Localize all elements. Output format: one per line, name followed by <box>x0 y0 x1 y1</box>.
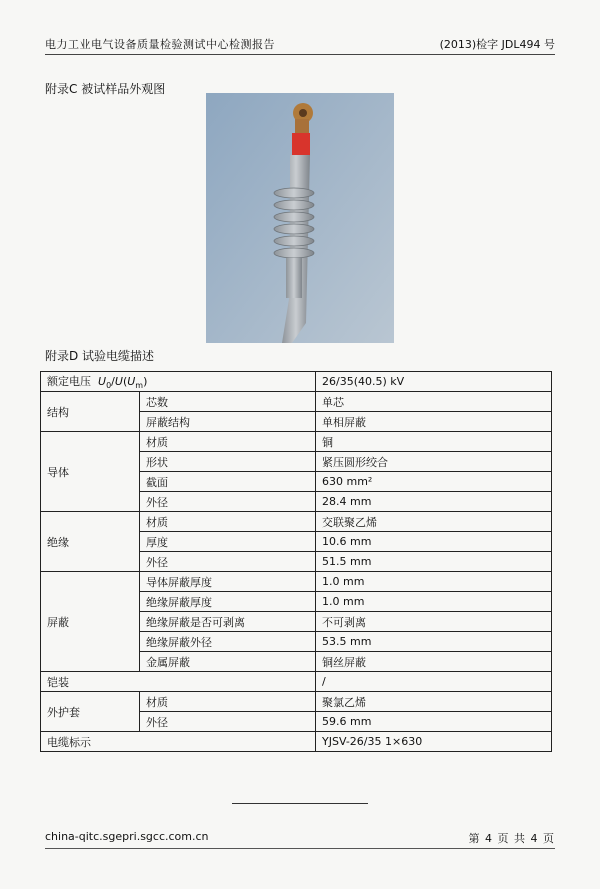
signature-line <box>232 803 368 804</box>
report-header-title: 电力工业电气设备质量检验测试中心检测报告 <box>45 38 275 51</box>
property-value: 铜丝屏蔽 <box>316 652 552 672</box>
header-divider <box>45 54 555 55</box>
property-value: 51.5 mm <box>316 552 552 572</box>
property-value: 1.0 mm <box>316 572 552 592</box>
property-name: 绝缘屏蔽是否可剥离 <box>140 612 316 632</box>
footer-divider <box>45 848 555 849</box>
property-name: 外径 <box>140 492 316 512</box>
cable-spec-table <box>40 371 552 752</box>
rated-voltage-label: 额定电压 $U_0/U(U_m)$ <box>41 372 316 392</box>
property-name: 导体屏蔽厚度 <box>140 572 316 592</box>
table-row <box>41 732 552 752</box>
property-name: 屏蔽结构 <box>140 412 316 432</box>
group-label: 外护套 <box>41 692 140 732</box>
property-name: 厚度 <box>140 532 316 552</box>
cable-termination-illustration <box>206 93 394 343</box>
property-value: 单相屏蔽 <box>316 412 552 432</box>
property-name: 芯数 <box>140 392 316 412</box>
appendix-d-title: 附录D 试验电缆描述 <box>45 349 155 363</box>
table-row <box>41 572 552 592</box>
appendix-c-title: 附录C 被试样品外观图 <box>45 82 166 96</box>
rated-voltage-value: 26/35(40.5) kV <box>316 372 552 392</box>
group-label: 导体 <box>41 432 140 512</box>
property-name: 形状 <box>140 452 316 472</box>
property-name: 绝缘屏蔽厚度 <box>140 592 316 612</box>
group-label: 结构 <box>41 392 140 432</box>
report-number: (2013)检字 JDL494 号 <box>439 38 555 51</box>
marking-value: YJSV-26/35 1×630 <box>316 732 552 752</box>
property-value: 铜 <box>316 432 552 452</box>
footer-url: china-qitc.sgepri.sgcc.com.cn <box>45 830 209 843</box>
marking-label: 电缆标示 <box>41 732 316 752</box>
property-value: 28.4 mm <box>316 492 552 512</box>
property-value: 10.6 mm <box>316 532 552 552</box>
property-name: 材质 <box>140 432 316 452</box>
table-row <box>41 392 552 412</box>
page-number: 第 4 页 共 4 页 <box>468 832 555 845</box>
property-name: 金属屏蔽 <box>140 652 316 672</box>
group-label: 屏蔽 <box>41 572 140 672</box>
property-value: 53.5 mm <box>316 632 552 652</box>
group-label: 绝缘 <box>41 512 140 572</box>
property-name: 材质 <box>140 512 316 532</box>
property-value: 不可剥离 <box>316 612 552 632</box>
property-name: 截面 <box>140 472 316 492</box>
table-row <box>41 672 552 692</box>
property-name: 材质 <box>140 692 316 712</box>
property-name: 外径 <box>140 712 316 732</box>
property-value: 聚氯乙烯 <box>316 692 552 712</box>
property-value: 59.6 mm <box>316 712 552 732</box>
property-name: 外径 <box>140 552 316 572</box>
property-value: 紧压圆形绞合 <box>316 452 552 472</box>
property-value: 交联聚乙烯 <box>316 512 552 532</box>
armor-label: 铠装 <box>41 672 316 692</box>
sample-photo <box>206 93 394 343</box>
table-row <box>41 372 552 392</box>
property-value: 1.0 mm <box>316 592 552 612</box>
table-row <box>41 432 552 452</box>
armor-value: / <box>316 672 552 692</box>
property-value: 单芯 <box>316 392 552 412</box>
property-value: 630 mm² <box>316 472 552 492</box>
property-name: 绝缘屏蔽外径 <box>140 632 316 652</box>
table-row <box>41 512 552 532</box>
table-row <box>41 692 552 712</box>
